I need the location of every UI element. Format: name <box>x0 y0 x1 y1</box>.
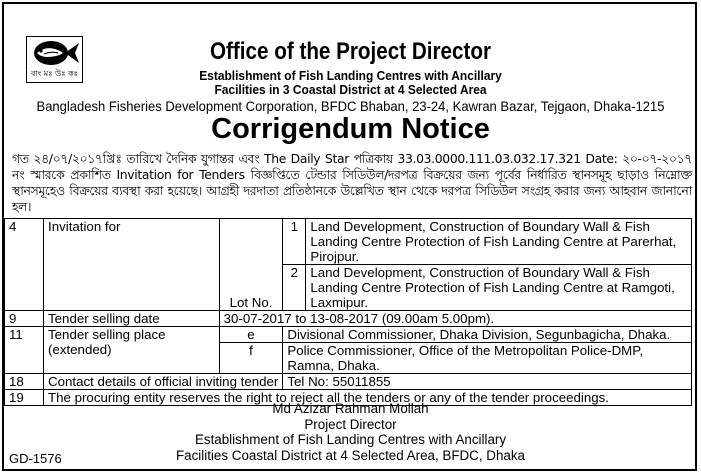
project-subtitle-line2: Facilities in 3 Coastal District at 4 Selected Area <box>214 82 487 97</box>
tender-selling-date: 30-07-2017 to 13-08-2017 (09.00am 5.00pm). <box>219 311 691 327</box>
notice-title: Corrigendum Notice <box>211 113 490 145</box>
place-description: Divisional Commissioner, Dhaka Division, Segunbagicha, Dhaka. <box>283 327 692 343</box>
row-label: Invitation for <box>44 219 220 311</box>
office-title: Office of the Project Director <box>209 38 491 65</box>
address: Bangladesh Fisheries Development Corporation, BFDC Bhaban, 23-24, Kawran Bazar, Tejgaon, Dhaka-1215 <box>36 98 665 114</box>
row-number: 18 <box>5 374 44 390</box>
signatory-title: Project Director <box>304 417 397 432</box>
lot-label: Lot No. <box>219 219 283 311</box>
lot-description: Land Development, Construction of Boundary Wall & Fish Landing Centre Protection of Fish Landing Centre at Ramgoti, Laxmipur. <box>306 265 692 311</box>
row-number: 9 <box>5 311 44 327</box>
row-number: 11 <box>5 327 44 374</box>
row-label: Tender selling place (extended) <box>44 327 220 374</box>
tender-table <box>4 218 692 406</box>
row-statement: The procuring entity reserves the right to reject all the tenders or any of the tender proceedings. <box>44 390 692 406</box>
table-row <box>5 374 692 390</box>
place-letter: f <box>219 343 283 374</box>
table-row <box>5 327 692 343</box>
table-row <box>5 311 692 327</box>
signatory-office-line2: Facilities Coastal District at 4 Selected Area, BFDC, Dhaka <box>175 448 526 463</box>
lot-number: 2 <box>283 265 306 311</box>
signatory-office-line1: Establishment of Fish Landing Centres with Ancillary <box>194 432 507 447</box>
table-row <box>5 219 692 265</box>
row-number: 19 <box>5 390 44 406</box>
row-number: 4 <box>5 219 44 311</box>
row-label: Tender selling date <box>44 311 220 327</box>
row-label: Contact details of official inviting tender <box>44 374 283 390</box>
project-subtitle-line1: Establishment of Fish Landing Centres with Ancillary <box>199 68 502 83</box>
contact-phone: Tel No: 55011855 <box>283 374 692 390</box>
signatory-name: Md Azizar Rahman Mollah <box>272 401 429 416</box>
notice-paragraph: গত ২৪/০৭/২০১৭খ্রিঃ তারিখে দৈনিক যুগান্তর এবং The Daily Star পত্রিকায় 33.03.0000.111.03.032.17.321 Date: ২০-০৭-২০১৭ নং স্মারকে প্রকাশিত Invitation for Tenders বিজ্ঞপ্তিতে টেন্ডার সিডিউল/দরপত্র বিক্রয়ের জন্য পূর্বের নির্ধারিত স্থানসমূহ ছাড়াও নিম্নোক্ত স্থানসমূহেও বিক্রয়ের ব্যবস্থা করা হয়েছে। আগ্রহী দরদাতা প্রতিষ্ঠানকে উল্লেখিত স্থান থেকে দরপত্র সিডিউল সংগ্রহ করার জন্য আহবান জানানো হল। <box>12 151 692 214</box>
logo-text: বাং মঃ উঃ কঃ <box>31 69 78 78</box>
lot-number: 1 <box>283 219 306 265</box>
place-description: Police Commissioner, Office of the Metropolitan Police-DMP, Ramna, Dhaka. <box>283 343 692 374</box>
place-letter: e <box>219 327 283 343</box>
gd-number: GD-1576 <box>9 451 62 466</box>
lot-description: Land Development, Construction of Boundary Wall & Fish Landing Centre Protection of Fish Landing Centre at Parerhat, Pirojpur. <box>306 219 692 265</box>
